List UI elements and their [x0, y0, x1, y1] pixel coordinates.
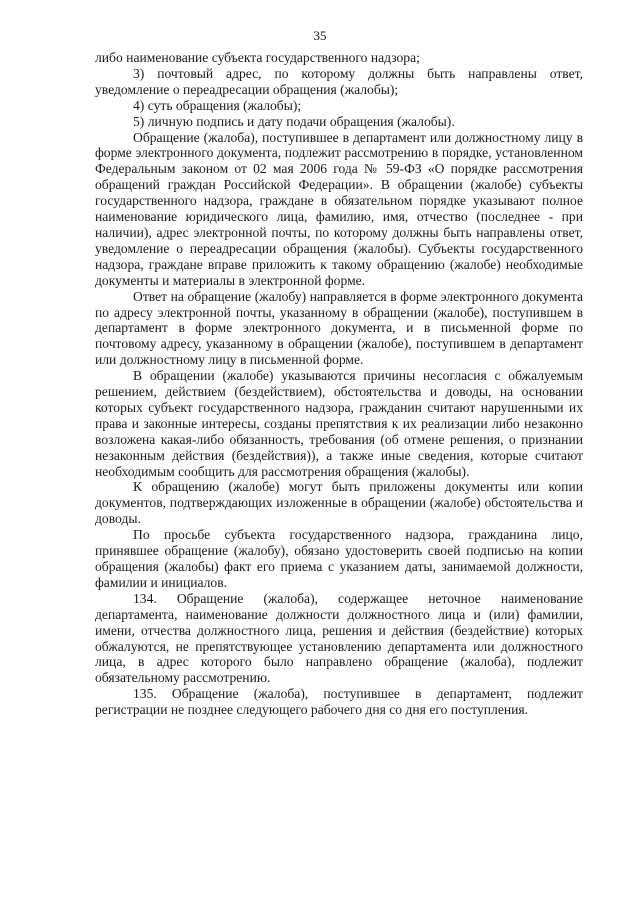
paragraph-134: 134. Обращение (жалоба), содержащее неточное наименование департамента, наименование должности должностного лица и (или) фамилии, имени, отчества должностного лица, решения и действия (бездействие) которых обжалуются, не препятствующее установлению департамента или должностного лица, в адрес которого было направлено обращение (жалоба), подлежит обязательному рассмотрению.	[95, 590, 583, 686]
paragraph-attachments: К обращению (жалобе) могут быть приложены документы или копии документов, подтверждающих изложенные в обращении (жалобе) обстоятельства и доводы.	[95, 479, 583, 527]
paragraph-continuation: либо наименование субъекта государственного надзора;	[95, 50, 420, 65]
page-number: 35	[313, 28, 327, 43]
paragraph-item-4: 4) суть обращения (жалобы);	[133, 97, 302, 113]
body-text	[95, 50, 583, 718]
paragraph-receipt-certification: По просьбе субъекта государственного надзора, гражданина лицо, принявшее обращение (жалобу), обязано удостоверить своей подписью на копии обращения (жалобы) факт его приема с указанием даты, занимаемой должности, фамилии и инициалов.	[95, 527, 583, 590]
paragraph-item-5: 5) личную подпись и дату подачи обращения (жалобы).	[133, 113, 455, 129]
paragraph-response: Ответ на обращение (жалобу) направляется в форме электронного документа по адресу электронной почты, указанному в обращении (жалобе), поступившем в департамент в форме электронного документа, и в письменной форме по почтовому адресу, указанному в обращении (жалобе), поступившем в департамент или должностному лицу в письменной форме.	[95, 288, 583, 368]
paragraph-electronic-complaint: Обращение (жалоба), поступившее в департамент или должностному лицу в форме электронного документа, подлежит рассмотрению в порядке, установленном Федеральным законом от 02 мая 2006 года № 59-ФЗ «О порядке рассмотрения обращений граждан Российской Федерации». В обращении (жалобе) субъекты государственного надзора, граждане в обязательном порядке указывают полное наименование юридического лица, фамилию, имя, отчество (последнее - при наличии), адрес электронной почты, по которому должны быть направлены ответ, уведомление о переадресации обращения (жалобы). Субъекты государственного надзора, граждане вправе приложить к такому обращению (жалобе) необходимые документы и материалы в электронной форме.	[95, 129, 583, 288]
paragraph-reasons: В обращении (жалобе) указываются причины несогласия с обжалуемым решением, действием (бездействием), обстоятельства и доводы, на основании которых субъект государственного надзора, гражданин считают нарушенными их права и законные интересы, созданы препятствия к их реализации либо незаконно возложена какая-либо обязанность, требования (об отмене решения, о признании незаконным действия (бездействия)), а также иные сведения, которые считают необходимым сообщить для рассмотрения обращения (жалобы).	[95, 368, 583, 479]
paragraph-135: 135. Обращение (жалоба), поступившее в департамент, подлежит регистрации не позднее следующего рабочего дня со дня его поступления.	[95, 686, 583, 718]
paragraph-item-3: 3) почтовый адрес, по которому должны быть направлены ответ, уведомление о переадресации обращения (жалобы);	[95, 65, 583, 97]
